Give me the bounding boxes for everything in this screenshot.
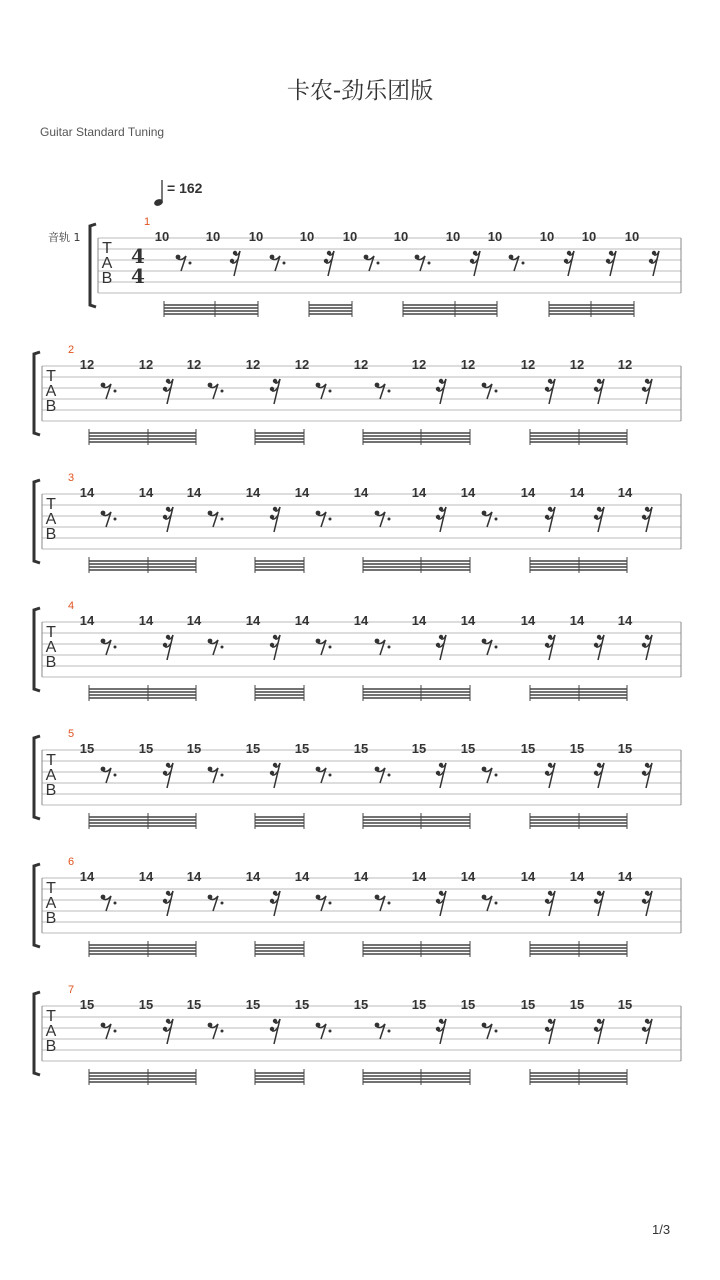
measure-number: 2 (68, 344, 75, 356)
tab-letter-t: T (102, 240, 112, 257)
system-bracket (34, 608, 40, 691)
sixteenth-rest-icon (436, 635, 446, 660)
eighth-rest-icon (415, 255, 431, 271)
eighth-rest-icon (375, 895, 391, 911)
sixteenth-rest-icon (436, 763, 446, 788)
eighth-rest-icon (101, 511, 117, 527)
eighth-rest-icon (316, 639, 332, 655)
fret-number: 12 (79, 357, 95, 372)
sixteenth-rest-icon (594, 763, 604, 788)
eighth-rest-icon (316, 383, 332, 399)
fret-number: 15 (569, 741, 585, 756)
fret-number: 14 (617, 485, 633, 500)
fret-number: 15 (569, 997, 585, 1012)
tab-letter-t: T (46, 880, 56, 897)
sixteenth-rest-icon (270, 635, 280, 660)
fret-number: 12 (460, 357, 476, 372)
sixteenth-rest-icon (642, 507, 652, 532)
fret-number: 14 (520, 485, 536, 500)
eighth-rest-icon (375, 383, 391, 399)
fret-number: 10 (487, 229, 503, 244)
fret-number: 15 (617, 741, 633, 756)
sixteenth-rest-icon (436, 1019, 446, 1044)
fret-number: 14 (569, 869, 585, 884)
tab-letter-a: A (45, 1023, 57, 1040)
system-bracket (34, 352, 40, 435)
tab-letter-a: A (45, 767, 57, 784)
sixteenth-rest-icon (436, 507, 446, 532)
eighth-rest-icon (375, 1023, 391, 1039)
sixteenth-rest-icon (642, 1019, 652, 1044)
eighth-rest-icon (482, 383, 498, 399)
sixteenth-rest-icon (594, 379, 604, 404)
sixteenth-rest-icon (470, 251, 480, 276)
sixteenth-rest-icon (270, 507, 280, 532)
sixteenth-rest-icon (436, 891, 446, 916)
eighth-rest-icon (482, 1023, 498, 1039)
fret-number: 14 (353, 485, 369, 500)
sixteenth-rest-icon (545, 379, 555, 404)
fret-number: 14 (186, 869, 202, 884)
eighth-rest-icon (208, 895, 224, 911)
fret-number: 12 (520, 357, 536, 372)
tab-letter-t: T (46, 1008, 56, 1025)
fret-number: 12 (353, 357, 369, 372)
fret-number: 14 (186, 613, 202, 628)
sixteenth-rest-icon (163, 891, 173, 916)
tab-letter-t: T (46, 368, 56, 385)
eighth-rest-icon (316, 1023, 332, 1039)
fret-number: 14 (569, 613, 585, 628)
fret-number: 10 (299, 229, 315, 244)
fret-number: 14 (245, 613, 261, 628)
eighth-rest-icon (101, 895, 117, 911)
fret-number: 15 (79, 997, 95, 1012)
sixteenth-rest-icon (163, 763, 173, 788)
sixteenth-rest-icon (564, 251, 574, 276)
eighth-rest-icon (101, 639, 117, 655)
eighth-rest-icon (101, 383, 117, 399)
sixteenth-rest-icon (642, 763, 652, 788)
fret-number: 14 (520, 869, 536, 884)
eighth-rest-icon (364, 255, 380, 271)
tab-letter-t: T (46, 752, 56, 769)
fret-number: 14 (294, 869, 310, 884)
fret-number: 15 (411, 997, 427, 1012)
fret-number: 15 (617, 997, 633, 1012)
tab-letter-a: A (45, 895, 57, 912)
measure-number: 4 (68, 600, 75, 612)
sixteenth-rest-icon (642, 635, 652, 660)
fret-number: 15 (138, 997, 154, 1012)
system-bracket (34, 736, 40, 819)
score-title: 卡农-劲乐团版 (286, 78, 434, 104)
fret-number: 15 (138, 741, 154, 756)
fret-number: 10 (393, 229, 409, 244)
system-bracket (34, 480, 40, 563)
system-bracket (34, 864, 40, 947)
eighth-rest-icon (316, 511, 332, 527)
sixteenth-rest-icon (594, 507, 604, 532)
tab-letter-t: T (46, 496, 56, 513)
eighth-rest-icon (208, 383, 224, 399)
sixteenth-rest-icon (545, 1019, 555, 1044)
sixteenth-rest-icon (594, 1019, 604, 1044)
tab-letter-a: A (101, 255, 113, 272)
fret-number: 10 (581, 229, 597, 244)
fret-number: 14 (245, 485, 261, 500)
sixteenth-rest-icon (642, 891, 652, 916)
fret-number: 14 (617, 869, 633, 884)
fret-number: 10 (624, 229, 640, 244)
sixteenth-rest-icon (545, 507, 555, 532)
fret-number: 14 (617, 613, 633, 628)
eighth-rest-icon (208, 1023, 224, 1039)
tab-letter-a: A (45, 511, 57, 528)
sixteenth-rest-icon (642, 379, 652, 404)
fret-number: 14 (294, 613, 310, 628)
sixteenth-rest-icon (163, 379, 173, 404)
tab-letter-a: A (45, 639, 57, 656)
fret-number: 15 (186, 997, 202, 1012)
system-bracket (90, 224, 96, 307)
fret-number: 10 (154, 229, 170, 244)
fret-number: 15 (245, 741, 261, 756)
eighth-rest-icon (208, 511, 224, 527)
tab-letter-b: B (45, 398, 57, 415)
fret-number: 15 (353, 997, 369, 1012)
sixteenth-rest-icon (545, 635, 555, 660)
tab-letter-t: T (46, 624, 56, 641)
fret-number: 15 (460, 741, 476, 756)
fret-number: 12 (138, 357, 154, 372)
fret-number: 15 (294, 741, 310, 756)
eighth-rest-icon (208, 767, 224, 783)
eighth-rest-icon (375, 767, 391, 783)
fret-number: 10 (205, 229, 221, 244)
sixteenth-rest-icon (270, 379, 280, 404)
fret-number: 14 (294, 485, 310, 500)
tab-letter-b: B (45, 654, 57, 671)
fret-number: 14 (411, 485, 427, 500)
fret-number: 15 (294, 997, 310, 1012)
page-number: 1/3 (652, 1222, 671, 1237)
measure-number: 1 (144, 216, 151, 228)
sixteenth-rest-icon (230, 251, 240, 276)
eighth-rest-icon (375, 511, 391, 527)
sixteenth-rest-icon (270, 1019, 280, 1044)
fret-number: 14 (138, 613, 154, 628)
fret-number: 15 (186, 741, 202, 756)
sixteenth-rest-icon (594, 891, 604, 916)
fret-number: 10 (248, 229, 264, 244)
sixteenth-rest-icon (163, 507, 173, 532)
time-signature-denominator: 4 (131, 264, 145, 288)
measure-number: 6 (68, 856, 75, 868)
eighth-rest-icon (482, 511, 498, 527)
tab-letter-a: A (45, 383, 57, 400)
fret-number: 14 (569, 485, 585, 500)
tab-letter-b: B (45, 526, 57, 543)
sixteenth-rest-icon (270, 763, 280, 788)
time-signature-numerator: 4 (131, 244, 145, 268)
eighth-rest-icon (482, 767, 498, 783)
eighth-rest-icon (176, 255, 192, 271)
measure-number: 7 (68, 984, 75, 996)
fret-number: 12 (569, 357, 585, 372)
fret-number: 14 (520, 613, 536, 628)
fret-number: 15 (353, 741, 369, 756)
tempo-prefix: = (167, 180, 180, 196)
fret-number: 14 (186, 485, 202, 500)
fret-number: 14 (79, 869, 95, 884)
sixteenth-rest-icon (649, 251, 659, 276)
sixteenth-rest-icon (594, 635, 604, 660)
eighth-rest-icon (208, 639, 224, 655)
fret-number: 15 (79, 741, 95, 756)
fret-number: 15 (520, 997, 536, 1012)
sixteenth-rest-icon (163, 1019, 173, 1044)
fret-number: 12 (245, 357, 261, 372)
fret-number: 10 (539, 229, 555, 244)
tab-letter-b: B (101, 270, 113, 287)
fret-number: 14 (79, 485, 95, 500)
eighth-rest-icon (101, 1023, 117, 1039)
sixteenth-rest-icon (545, 763, 555, 788)
sixteenth-rest-icon (270, 891, 280, 916)
sixteenth-rest-icon (324, 251, 334, 276)
fret-number: 14 (460, 485, 476, 500)
fret-number: 14 (138, 485, 154, 500)
eighth-rest-icon (482, 639, 498, 655)
fret-number: 12 (294, 357, 310, 372)
fret-number: 14 (138, 869, 154, 884)
fret-number: 14 (79, 613, 95, 628)
eighth-rest-icon (482, 895, 498, 911)
eighth-rest-icon (101, 767, 117, 783)
system-bracket (34, 992, 40, 1075)
fret-number: 10 (445, 229, 461, 244)
fret-number: 14 (353, 613, 369, 628)
fret-number: 12 (617, 357, 633, 372)
eighth-rest-icon (509, 255, 525, 271)
tab-letter-b: B (45, 782, 57, 799)
fret-number: 14 (245, 869, 261, 884)
sixteenth-rest-icon (545, 891, 555, 916)
fret-number: 14 (411, 869, 427, 884)
fret-number: 14 (460, 869, 476, 884)
fret-number: 10 (342, 229, 358, 244)
sixteenth-rest-icon (606, 251, 616, 276)
fret-number: 14 (353, 869, 369, 884)
eighth-rest-icon (270, 255, 286, 271)
eighth-rest-icon (375, 639, 391, 655)
fret-number: 12 (186, 357, 202, 372)
tuning-label: Guitar Standard Tuning (40, 125, 165, 139)
tab-letter-b: B (45, 910, 57, 927)
fret-number: 15 (520, 741, 536, 756)
track-name: 音轨 1 (48, 231, 81, 244)
eighth-rest-icon (316, 767, 332, 783)
tempo-bpm: 162 (179, 180, 203, 196)
fret-number: 15 (460, 997, 476, 1012)
fret-number: 12 (411, 357, 427, 372)
fret-number: 14 (460, 613, 476, 628)
fret-number: 15 (245, 997, 261, 1012)
measure-number: 5 (68, 728, 75, 740)
sixteenth-rest-icon (163, 635, 173, 660)
eighth-rest-icon (316, 895, 332, 911)
fret-number: 15 (411, 741, 427, 756)
fret-number: 14 (411, 613, 427, 628)
measure-number: 3 (68, 472, 75, 484)
tab-letter-b: B (45, 1038, 57, 1055)
sixteenth-rest-icon (436, 379, 446, 404)
